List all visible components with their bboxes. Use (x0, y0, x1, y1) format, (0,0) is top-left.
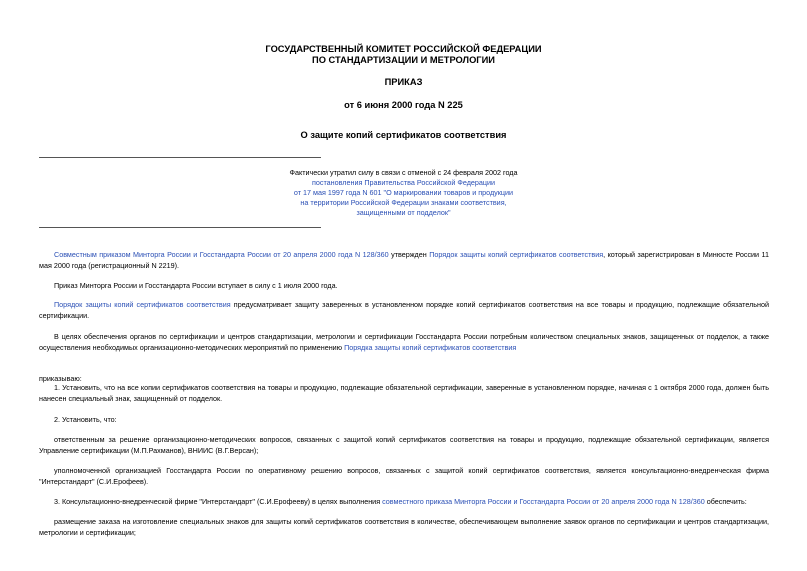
status-note (0, 168, 807, 218)
paragraph-2: Приказ Минторга России и Госстандарта России вступает в силу с 1 июля 2000 года. (54, 281, 338, 290)
joint-order-link-2[interactable]: совместного приказа Минторга России и Госстандарта России от 20 апреля 2000 года N 128/360 (382, 497, 705, 506)
document-date-number: от 6 июня 2000 года N 225 (344, 100, 463, 110)
paragraph-10: 3. Консультационно-внедренческой фирме "Интерстандарт" (С.И.Ерофееву) в целях выполнения совместного приказа Минторга России и Госстандарта России от 20 апреля 2000 года N 128/360 обеспечить: (54, 497, 747, 506)
procedure-link[interactable]: Порядок защиты копий сертификатов соответствия (429, 250, 604, 259)
paragraph-1: Совместным приказом Минторга России и Госстандарта России от 20 апреля 2000 года N 128/360 утвержден Порядок защиты копий сертификатов соответствия, который зарегистрирован в Минюсте России 11 мая 2000 года (регистрационный N 2219). (39, 250, 769, 270)
paragraph-7: 2. Установить, что: (54, 415, 117, 424)
committee-name-line2: ПО СТАНДАРТИЗАЦИИ И МЕТРОЛОГИИ (312, 55, 495, 65)
procedure-link-3[interactable]: Порядка защиты копий сертификатов соответствия (344, 343, 517, 352)
paragraph-3: Порядок защиты копий сертификатов соответствия предусматривает защиту заверенных в установленном порядке копий сертификатов соответствия на все товары и продукцию, подлежащие обязательной сертификации. (39, 300, 769, 320)
note-link-line3[interactable]: на территории Российской Федерации знаками соответствия, (300, 198, 507, 207)
committee-name-line1: ГОСУДАРСТВЕННЫЙ КОМИТЕТ РОССИЙСКОЙ ФЕДЕРАЦИИ (265, 44, 542, 54)
status-note-line1: Фактически утратил силу в связи с отменой с 24 февраля 2002 года (289, 168, 518, 177)
paragraph-8: ответственным за решение организационно-методических вопросов, связанных с защитой копий сертификатов соответствия на товары и продукцию, подлежащие обязательной сертификации, является Управление сертификации (М.П.Рахманов), ВНИИС (В.Г.Версан); (39, 435, 769, 455)
note-link-line2-suffix[interactable]: "О маркировании товаров и продукции (381, 188, 514, 197)
paragraph-6: 1. Установить, что на все копии сертификатов соответствия на товары и продукцию, подлежащие обязательной сертификации, заверенные в установленном порядке, начиная с 1 октября 2000 года, должен быть нанесен специальный знак, защищенный от подделок. (39, 383, 769, 403)
paragraph-9: уполномоченной организацией Госстандарта России по оперативному решению вопросов, связанных с защитой копий сертификатов соответствия, является консультационно-внедренческая фирма "Интерстандарт" (С.И.Ерофеев). (39, 466, 769, 486)
document-title: О защите копий сертификатов соответствия (300, 130, 507, 140)
procedure-link-2[interactable]: Порядок защиты копий сертификатов соответствия (54, 300, 231, 309)
bottom-divider (39, 227, 321, 228)
paragraph-5: приказываю: (39, 374, 82, 383)
joint-order-link[interactable]: Совместным приказом Минторга России и Госстандарта России от 20 апреля 2000 года N 128/360 (54, 250, 389, 259)
note-link-line4[interactable]: защищенными от подделок" (356, 208, 451, 217)
note-link-line2-prefix[interactable]: от 17 мая 1997 года N 601 (293, 188, 382, 197)
top-divider (39, 157, 321, 158)
document-type: ПРИКАЗ (384, 77, 423, 87)
paragraph-11: размещение заказа на изготовление специальных знаков для защиты копий сертификатов соответствия в количестве, обеспечивающем выполнение заявок органов по сертификации и центров стандартизации, метрологии и сертификации; (39, 517, 769, 537)
paragraph-4: В целях обеспечения органов по сертификации и центров стандартизации, метрологии и сертификации Госстандарта России потребным количеством специальных знаков, защищенных от подделок, а также осуществления необходимых организационно-методических мероприятий по применению Порядка защиты копий сертификатов соответствия (39, 332, 769, 352)
note-link-line1[interactable]: постановления Правительства Российской Федерации (311, 178, 496, 187)
